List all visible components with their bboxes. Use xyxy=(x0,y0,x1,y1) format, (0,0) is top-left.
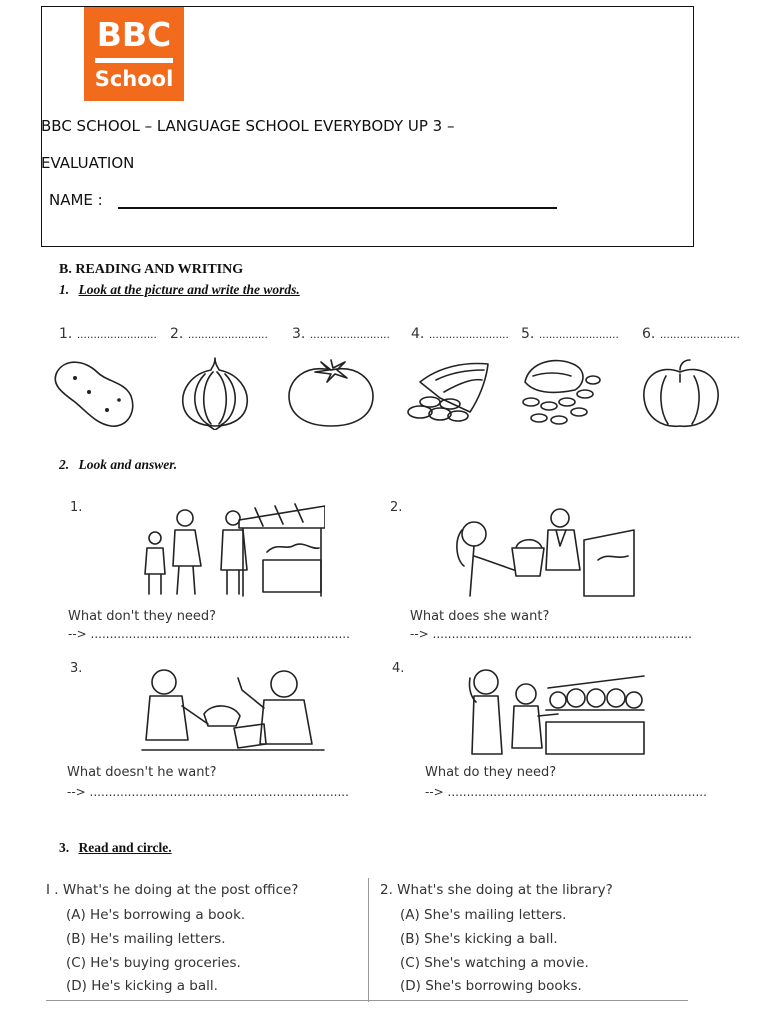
task2-question-1: What don't they need? xyxy=(68,609,217,624)
name-label: NAME : xyxy=(49,191,103,209)
fruit-stand-picture xyxy=(462,662,648,758)
potato-icon xyxy=(45,352,140,432)
word-blank-2[interactable]: 2. ........................ xyxy=(170,326,268,342)
bottom-rule xyxy=(46,1000,688,1001)
task2-question-4: What do they need? xyxy=(425,765,557,780)
onion-icon xyxy=(175,354,255,430)
task3-q2-option-c[interactable]: (C) She's watching a movie. xyxy=(400,955,589,971)
task1-number: 1. xyxy=(59,282,70,297)
task1-heading xyxy=(59,282,300,298)
task3-heading: 3. Read and circle. xyxy=(59,840,172,855)
task3-question-2: 2. What's she doing at the library? xyxy=(380,882,613,898)
task2-item-2-number: 2. xyxy=(390,500,403,515)
task2-item-4-number: 4. xyxy=(392,661,405,676)
header-title-line2: EVALUATION xyxy=(41,154,135,172)
word-blank-3[interactable]: 3. ........................ xyxy=(292,326,390,342)
market-family-picture xyxy=(135,500,325,600)
peanuts-bag-icon xyxy=(515,354,607,430)
task2-question-3: What doesn't he want? xyxy=(67,765,217,780)
header-title-line1: BBC SCHOOL – LANGUAGE SCHOOL EVERYBODY UP 3 – xyxy=(41,117,455,135)
bell-pepper-icon xyxy=(636,356,728,432)
task3-q2-option-a[interactable]: (A) She's mailing letters. xyxy=(400,907,567,923)
section-heading: B. READING AND WRITING xyxy=(59,262,244,277)
school-logo xyxy=(84,7,184,101)
task3-q2-option-b[interactable]: (B) She's kicking a ball. xyxy=(400,931,558,947)
task2-item-3-number: 3. xyxy=(70,661,83,676)
task2-answer-2[interactable]: --> .................................................................... xyxy=(410,627,692,641)
task2-answer-1[interactable]: --> .................................................................... xyxy=(68,627,350,641)
task3-q1-option-c[interactable]: (C) He's buying groceries. xyxy=(66,955,241,971)
boys-with-food-picture xyxy=(138,662,328,756)
potato-chips-bag-icon xyxy=(400,356,496,428)
task3-q1-option-d[interactable]: (D) He's kicking a ball. xyxy=(66,978,218,994)
task2-answer-3[interactable]: --> .................................................................... xyxy=(67,785,349,799)
task2-answer-4[interactable]: --> .................................................................... xyxy=(425,785,707,799)
task1-text: Look at the picture and write the words. xyxy=(78,282,300,297)
word-blank-6[interactable]: 6. ........................ xyxy=(642,326,740,342)
task2-question-2: What does she want? xyxy=(410,609,550,624)
column-divider xyxy=(368,878,369,1002)
word-blank-5[interactable]: 5. ........................ xyxy=(521,326,619,342)
task3-q2-option-d[interactable]: (D) She's borrowing books. xyxy=(400,978,582,994)
task2-heading: 2. Look and answer. xyxy=(59,457,178,472)
logo-bottom-text: School xyxy=(94,67,174,91)
logo-top-text: BBC xyxy=(96,15,172,54)
tomato-icon xyxy=(285,358,377,428)
logo-divider xyxy=(95,58,173,63)
name-input-line[interactable] xyxy=(118,207,557,209)
task3-question-1: I . What's he doing at the post office? xyxy=(46,882,299,898)
word-blank-4[interactable]: 4. ........................ xyxy=(411,326,509,342)
word-blank-1[interactable]: 1. ........................ xyxy=(59,326,157,342)
popcorn-shop-picture xyxy=(448,500,638,600)
task3-q1-option-b[interactable]: (B) He's mailing letters. xyxy=(66,931,226,947)
task3-q1-option-a[interactable]: (A) He's borrowing a book. xyxy=(66,907,246,923)
task2-item-1-number: 1. xyxy=(70,500,83,515)
